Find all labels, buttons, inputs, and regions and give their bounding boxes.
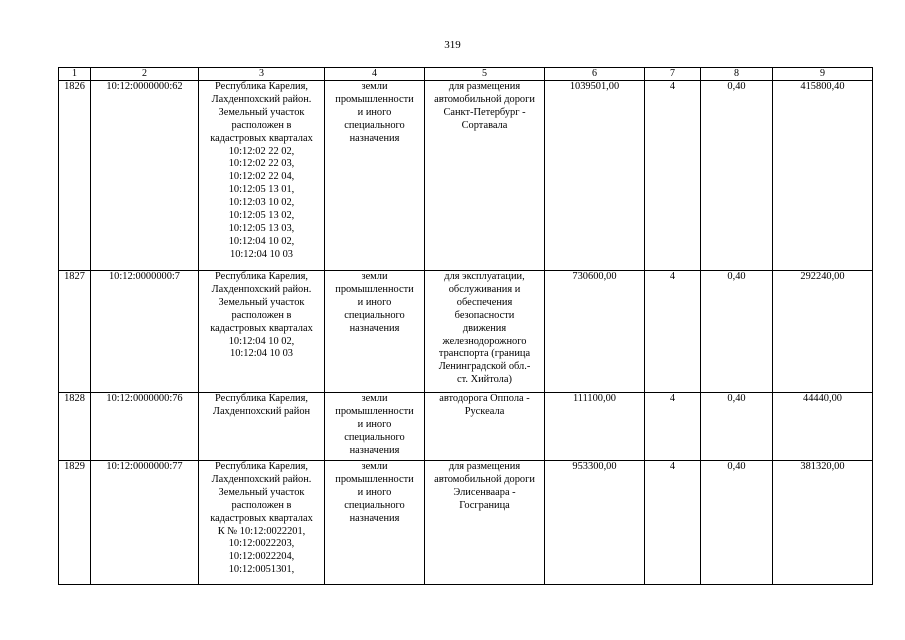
page-number: 319	[444, 39, 461, 51]
cadastral-number-cell: 10:12:0000000:7	[91, 271, 199, 393]
row-number-cell: 1826	[59, 81, 91, 271]
land-register-table	[58, 67, 873, 585]
cadastral-value-cell: 953300,00	[545, 461, 645, 585]
cadastral-value-cell: 730600,00	[545, 271, 645, 393]
permitted-use-cell-line: железнодорожного	[442, 335, 527, 347]
location-cell-line: кадастровых кварталах	[210, 322, 313, 334]
column-number-2: 2	[91, 68, 199, 81]
column-number-6: 6	[545, 68, 645, 81]
location-cell-line: 10:12:04 10 02,	[228, 335, 295, 347]
column-7-cell: 4	[645, 81, 701, 271]
column-number-4: 4	[325, 68, 425, 81]
location-cell-line: 10:12:04 10 02,	[228, 235, 295, 247]
location-cell-line: Лахденпохский район.	[211, 93, 312, 105]
location-cell-line: Земельный участок	[218, 486, 305, 498]
location-cell-line: 10:12:04 10 03	[230, 248, 293, 260]
location-cell-line: Республика Карелия,	[215, 81, 308, 92]
column-number-9: 9	[773, 68, 873, 81]
permitted-use-cell-line: движения	[462, 322, 507, 334]
land-category-cell-line: специального	[344, 119, 405, 131]
permitted-use-cell-line: автодорога Оппола -	[439, 393, 530, 404]
cadastral-value-cell: 111100,00	[545, 393, 645, 461]
location-cell-line: 10:12:02 22 03,	[228, 158, 295, 170]
cadastral-number-cell: 10:12:0000000:76	[91, 393, 199, 461]
tax-rate-cell: 0,40	[701, 271, 773, 393]
tax-amount-cell: 381320,00	[773, 461, 873, 585]
location-cell-line: Лахденпохский район.	[211, 283, 312, 295]
permitted-use-cell-line: автомобильной дороги	[434, 473, 535, 485]
location-cell-line: расположен в	[231, 119, 292, 131]
location-cell-line: Республика Карелия,	[215, 393, 308, 404]
location-cell-line: 10:12:05 13 03,	[228, 222, 295, 234]
location-cell	[199, 271, 325, 393]
permitted-use-cell-line: транспорта (граница	[438, 348, 531, 360]
permitted-use-cell-line: Сортавала	[461, 119, 508, 131]
location-cell-line: Земельный участок	[218, 106, 305, 118]
land-category-cell-line: специального	[344, 431, 405, 443]
column-number-3: 3	[199, 68, 325, 81]
column-7-cell: 4	[645, 271, 701, 393]
table-row	[59, 271, 873, 393]
location-cell	[199, 393, 325, 461]
land-category-cell-line: промышленности	[335, 283, 414, 295]
permitted-use-cell	[425, 461, 545, 585]
table-row	[59, 393, 873, 461]
row-number-cell: 1828	[59, 393, 91, 461]
land-category-cell-line: и иного	[357, 106, 392, 118]
land-category-cell-line: промышленности	[335, 405, 414, 417]
permitted-use-cell	[425, 271, 545, 393]
column-7-cell: 4	[645, 393, 701, 461]
row-number-cell: 1829	[59, 461, 91, 585]
column-number-1: 1	[59, 68, 91, 81]
land-category-cell-line: земли	[361, 271, 388, 282]
permitted-use-cell-line: обеспечения	[456, 296, 513, 308]
permitted-use-cell-line: для эксплуатации,	[444, 271, 525, 282]
tax-amount-cell: 415800,40	[773, 81, 873, 271]
location-cell-line: 10:12:0022203,	[228, 538, 295, 550]
column-number-7: 7	[645, 68, 701, 81]
column-7-cell: 4	[645, 461, 701, 585]
permitted-use-cell-line: Ленинградской обл.-	[438, 361, 531, 373]
permitted-use-cell-line: Госграница	[459, 499, 510, 511]
location-cell-line: расположен в	[231, 309, 292, 321]
location-cell-line: 10:12:03 10 02,	[228, 197, 295, 209]
permitted-use-cell-line: Элисенваара -	[453, 486, 516, 498]
location-cell-line: Лахденпохский район	[212, 405, 311, 417]
location-cell-line: 10:12:05 13 01,	[228, 184, 295, 196]
land-category-cell-line: земли	[361, 461, 388, 472]
table-body	[59, 68, 873, 585]
tax-rate-cell: 0,40	[701, 393, 773, 461]
location-cell-line: Лахденпохский район.	[211, 473, 312, 485]
location-cell-line: 10:12:04 10 03	[230, 348, 293, 360]
table-row	[59, 461, 873, 585]
land-category-cell-line: и иного	[357, 296, 392, 308]
table-row	[59, 81, 873, 271]
permitted-use-cell-line: Рускеала	[464, 405, 505, 417]
location-cell-line: 10:12:0051301,	[228, 564, 295, 576]
tax-amount-cell: 292240,00	[773, 271, 873, 393]
land-category-cell-line: специального	[344, 309, 405, 321]
location-cell-line: Республика Карелия,	[215, 461, 308, 472]
tax-rate-cell: 0,40	[701, 461, 773, 585]
column-number-8: 8	[701, 68, 773, 81]
land-category-cell	[325, 393, 425, 461]
land-category-cell-line: промышленности	[335, 93, 414, 105]
column-number-row	[59, 68, 873, 81]
column-number-5: 5	[425, 68, 545, 81]
land-category-cell-line: назначения	[349, 444, 400, 456]
land-category-cell-line: промышленности	[335, 473, 414, 485]
permitted-use-cell-line: обслуживания и	[448, 283, 521, 295]
tax-rate-cell: 0,40	[701, 81, 773, 271]
permitted-use-cell-line: Санкт-Петербург -	[443, 106, 526, 118]
permitted-use-cell-line: для размещения	[448, 81, 521, 92]
tax-amount-cell: 44440,00	[773, 393, 873, 461]
location-cell-line: Республика Карелия,	[215, 271, 308, 282]
location-cell-line: 10:12:05 13 02,	[228, 210, 295, 222]
location-cell-line: 10:12:02 22 02,	[228, 145, 295, 157]
location-cell-line: 10:12:02 22 04,	[228, 171, 295, 183]
land-category-cell	[325, 271, 425, 393]
land-category-cell-line: назначения	[349, 512, 400, 524]
land-category-cell-line: специального	[344, 499, 405, 511]
permitted-use-cell-line: безопасности	[454, 309, 515, 321]
location-cell-line: расположен в	[231, 499, 292, 511]
permitted-use-cell	[425, 81, 545, 271]
cadastral-value-cell: 1039501,00	[545, 81, 645, 271]
location-cell-line: Земельный участок	[218, 296, 305, 308]
permitted-use-cell-line: ст. Хийтола)	[457, 374, 512, 386]
cadastral-number-cell: 10:12:0000000:62	[91, 81, 199, 271]
land-category-cell-line: назначения	[349, 132, 400, 144]
land-category-cell-line: земли	[361, 393, 388, 404]
location-cell-line: кадастровых кварталах	[210, 132, 313, 144]
land-category-cell-line: земли	[361, 81, 388, 92]
location-cell-line: К № 10:12:0022201,	[217, 525, 306, 537]
cadastral-number-cell: 10:12:0000000:77	[91, 461, 199, 585]
location-cell	[199, 461, 325, 585]
land-category-cell-line: и иного	[357, 418, 392, 430]
permitted-use-cell	[425, 393, 545, 461]
location-cell-line: 10:12:0022204,	[228, 551, 295, 563]
land-category-cell	[325, 81, 425, 271]
permitted-use-cell-line: автомобильной дороги	[434, 93, 535, 105]
location-cell-line: кадастровых кварталах	[210, 512, 313, 524]
land-category-cell-line: и иного	[357, 486, 392, 498]
permitted-use-cell-line: для размещения	[448, 461, 521, 472]
row-number-cell: 1827	[59, 271, 91, 393]
location-cell	[199, 81, 325, 271]
land-category-cell-line: назначения	[349, 322, 400, 334]
land-category-cell	[325, 461, 425, 585]
